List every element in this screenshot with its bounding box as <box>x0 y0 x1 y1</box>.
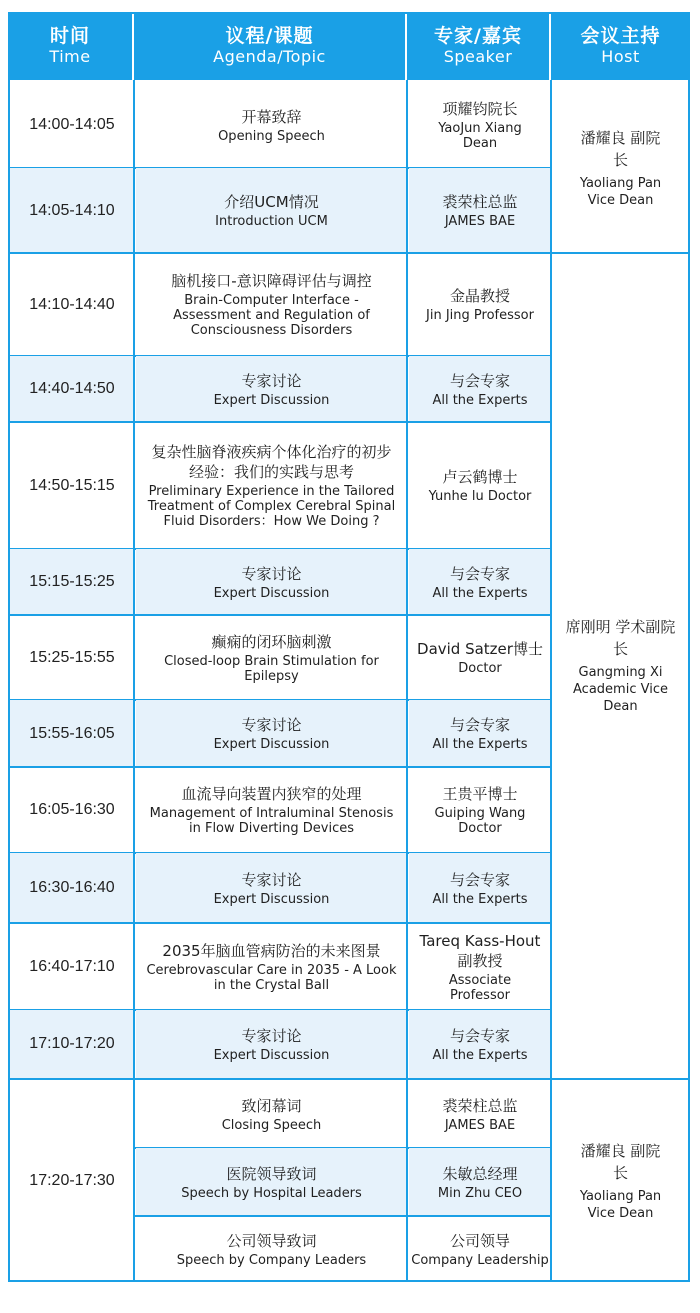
host-divider <box>551 252 688 254</box>
topic-en: Expert Discussion <box>213 392 330 408</box>
time-label: 14:00-14:05 <box>29 116 115 133</box>
speaker-en: Company Leadership <box>411 1252 549 1268</box>
host-en: Gangming Xi Academic Vice Dean <box>573 665 668 714</box>
topic-en: Speech by Company Leaders <box>176 1252 367 1268</box>
time-label: 16:40-17:10 <box>29 957 115 975</box>
topic-cell <box>136 767 407 853</box>
speaker-en: Min Zhu CEO <box>437 1185 523 1201</box>
topic-en: Expert Discussion <box>213 737 330 752</box>
topic-cell <box>136 700 407 767</box>
speaker-zh: 金晶教授 <box>449 287 510 305</box>
time-cell <box>10 853 134 923</box>
topic-zh: 血流导向装置内狭窄的处理 <box>181 785 362 803</box>
speaker-cell <box>409 767 551 853</box>
header-speaker: 专家/嘉宾 Speaker <box>407 12 549 80</box>
speaker-en: Guiping Wang Doctor <box>434 806 526 836</box>
speaker-zh: 与会专家 <box>449 564 510 583</box>
speaker-en: All the Experts <box>432 1047 528 1063</box>
speaker-zh: 裘荣柱总监 <box>442 193 518 211</box>
speaker-en: YaoJun Xiang Dean <box>438 121 522 151</box>
host-cell <box>553 1080 688 1282</box>
speaker-zh: 卢云鹤博士 <box>442 468 518 486</box>
topic-cell <box>136 853 407 923</box>
topic-zh: 公司领导致词 <box>226 1231 317 1250</box>
topic-cell <box>136 1080 407 1148</box>
host-en: Yaoliang Pan Vice Dean <box>579 1189 662 1221</box>
topic-cell <box>136 615 407 700</box>
speaker-en: Associate Professor <box>448 972 512 1003</box>
time-cell <box>10 356 134 422</box>
time-label: 17:10-17:20 <box>29 1035 115 1052</box>
time-cell <box>10 168 134 253</box>
topic-zh: 专家讨论 <box>241 716 302 734</box>
time-cell <box>10 923 134 1010</box>
topic-cell <box>136 356 407 422</box>
topic-en: Closing Speech <box>221 1117 322 1133</box>
topic-en: Closed-loop Brain Stimulation for Epilepsy <box>164 653 379 684</box>
speaker-en: Doctor <box>458 661 502 676</box>
topic-en: Expert Discussion <box>213 1047 330 1063</box>
speaker-cell <box>409 253 551 356</box>
speaker-zh: 王贵平博士 <box>442 785 518 803</box>
time-label: 14:40-14:50 <box>29 380 115 397</box>
topic-en: Introduction UCM <box>215 214 328 229</box>
time-cell <box>10 615 134 700</box>
speaker-zh: 与会专家 <box>449 371 510 390</box>
time-label: 15:25-15:55 <box>29 648 115 666</box>
topic-cell <box>136 422 407 549</box>
topic-en: Expert Discussion <box>213 891 330 907</box>
speaker-zh: 裘荣柱总监 <box>442 1096 518 1115</box>
topic-cell <box>136 168 407 253</box>
header-host: 会议主持 Host <box>551 12 690 80</box>
column-divider <box>133 80 135 1282</box>
topic-en: Cerebrovascular Care in 2035 - A Look in the Crystal Ball <box>146 962 397 993</box>
speaker-zh: David Satzer博士 <box>417 640 543 658</box>
speaker-en: All the Experts <box>432 585 528 601</box>
speaker-en: Yunhe lu Doctor <box>428 489 532 504</box>
topic-en: Management of Intraluminal Stenosis in Flow Diverting Devices <box>149 806 394 836</box>
speaker-en: Jin Jing Professor <box>426 308 534 323</box>
header-time: 时间 Time <box>8 12 132 80</box>
topic-zh: 医院领导致词 <box>226 1164 317 1183</box>
time-cell <box>10 700 134 767</box>
time-label: 14:50-15:15 <box>29 476 115 494</box>
speaker-en: JAMES BAE <box>444 1117 516 1133</box>
topic-cell <box>136 549 407 615</box>
topic-zh: 专家讨论 <box>241 564 302 583</box>
topic-en: Speech by Hospital Leaders <box>181 1185 362 1201</box>
time-label: 16:05-16:30 <box>29 801 115 818</box>
topic-zh: 复杂性脑脊液疾病个体化治疗的初步经验：我们的实践与思考 <box>151 443 392 481</box>
time-label: 15:15-15:25 <box>29 573 115 590</box>
speaker-cell <box>409 853 551 923</box>
time-label: 16:30-16:40 <box>29 879 115 896</box>
speaker-cell <box>409 1216 551 1282</box>
topic-cell <box>136 923 407 1010</box>
speaker-zh: 与会专家 <box>449 716 510 734</box>
time-cell <box>10 1080 134 1282</box>
speaker-cell <box>409 1010 551 1078</box>
topic-zh: 开幕致辞 <box>241 107 302 126</box>
speaker-cell <box>409 168 551 253</box>
column-divider <box>406 80 408 1282</box>
time-cell <box>10 82 134 168</box>
host-zh: 潘耀良 副院长 <box>580 128 661 169</box>
host-zh: 席刚明 学术副院长 <box>565 618 676 658</box>
section-divider <box>10 1078 688 1080</box>
topic-zh: 癫痫的闭环脑刺激 <box>211 632 332 651</box>
topic-zh: 专家讨论 <box>241 1026 302 1045</box>
time-cell <box>10 549 134 615</box>
speaker-zh: 与会专家 <box>449 1026 510 1045</box>
speaker-en: All the Experts <box>432 737 528 752</box>
speaker-zh: 公司领导 <box>449 1231 510 1250</box>
speaker-cell <box>409 549 551 615</box>
speaker-en: JAMES BAE <box>444 214 516 229</box>
topic-zh: 专家讨论 <box>241 870 302 889</box>
speaker-cell <box>409 1148 551 1216</box>
speaker-cell <box>409 1080 551 1148</box>
topic-zh: 专家讨论 <box>241 371 302 390</box>
time-label: 14:05-14:10 <box>29 201 115 219</box>
topic-en: Preliminary Experience in the Tailored Treatment of Complex Cerebral Spinal Fluid Disorders：How We Doing ? <box>147 484 396 529</box>
topic-zh: 致闭幕词 <box>241 1096 302 1115</box>
time-cell <box>10 422 134 549</box>
speaker-cell <box>409 615 551 700</box>
topic-cell <box>136 1148 407 1216</box>
column-divider <box>550 80 552 1282</box>
speaker-cell <box>409 356 551 422</box>
topic-en: Expert Discussion <box>213 585 330 601</box>
topic-cell <box>136 1010 407 1078</box>
topic-zh: 2035年脑血管病防治的未来图景 <box>162 941 381 960</box>
host-en: Yaoliang Pan Vice Dean <box>579 175 662 208</box>
speaker-zh: 项耀钧院长 <box>442 100 518 118</box>
time-label: 15:55-16:05 <box>29 724 115 742</box>
topic-cell <box>136 253 407 356</box>
speaker-zh: 朱敏总经理 <box>442 1164 518 1183</box>
time-cell <box>10 767 134 853</box>
speaker-cell <box>409 700 551 767</box>
time-label: 14:10-14:40 <box>29 295 115 313</box>
topic-zh: 脑机接口-意识障碍评估与调控 <box>171 272 372 290</box>
topic-cell <box>136 1216 407 1282</box>
speaker-en: All the Experts <box>432 891 528 907</box>
speaker-cell <box>409 82 551 168</box>
speaker-zh: Tareq Kass-Hout 副教授 <box>419 931 541 970</box>
time-cell <box>10 253 134 356</box>
topic-en: Brain-Computer Interface - Assessment and Regulation of Consciousness Disorders <box>173 293 370 338</box>
topic-zh: 介绍UCM情况 <box>224 193 319 211</box>
speaker-cell <box>409 923 551 1010</box>
host-zh: 潘耀良 副院长 <box>580 1142 661 1182</box>
topic-cell <box>136 82 407 168</box>
speaker-en: All the Experts <box>432 392 528 408</box>
host-cell <box>553 82 688 253</box>
speaker-cell <box>409 422 551 549</box>
topic-en: Opening Speech <box>218 128 325 144</box>
host-cell <box>553 253 688 1078</box>
header-agenda: 议程/课题 Agenda/Topic <box>134 12 405 80</box>
speaker-zh: 与会专家 <box>449 870 510 889</box>
time-cell <box>10 1010 134 1078</box>
time-label: 17:20-17:30 <box>29 1172 115 1189</box>
